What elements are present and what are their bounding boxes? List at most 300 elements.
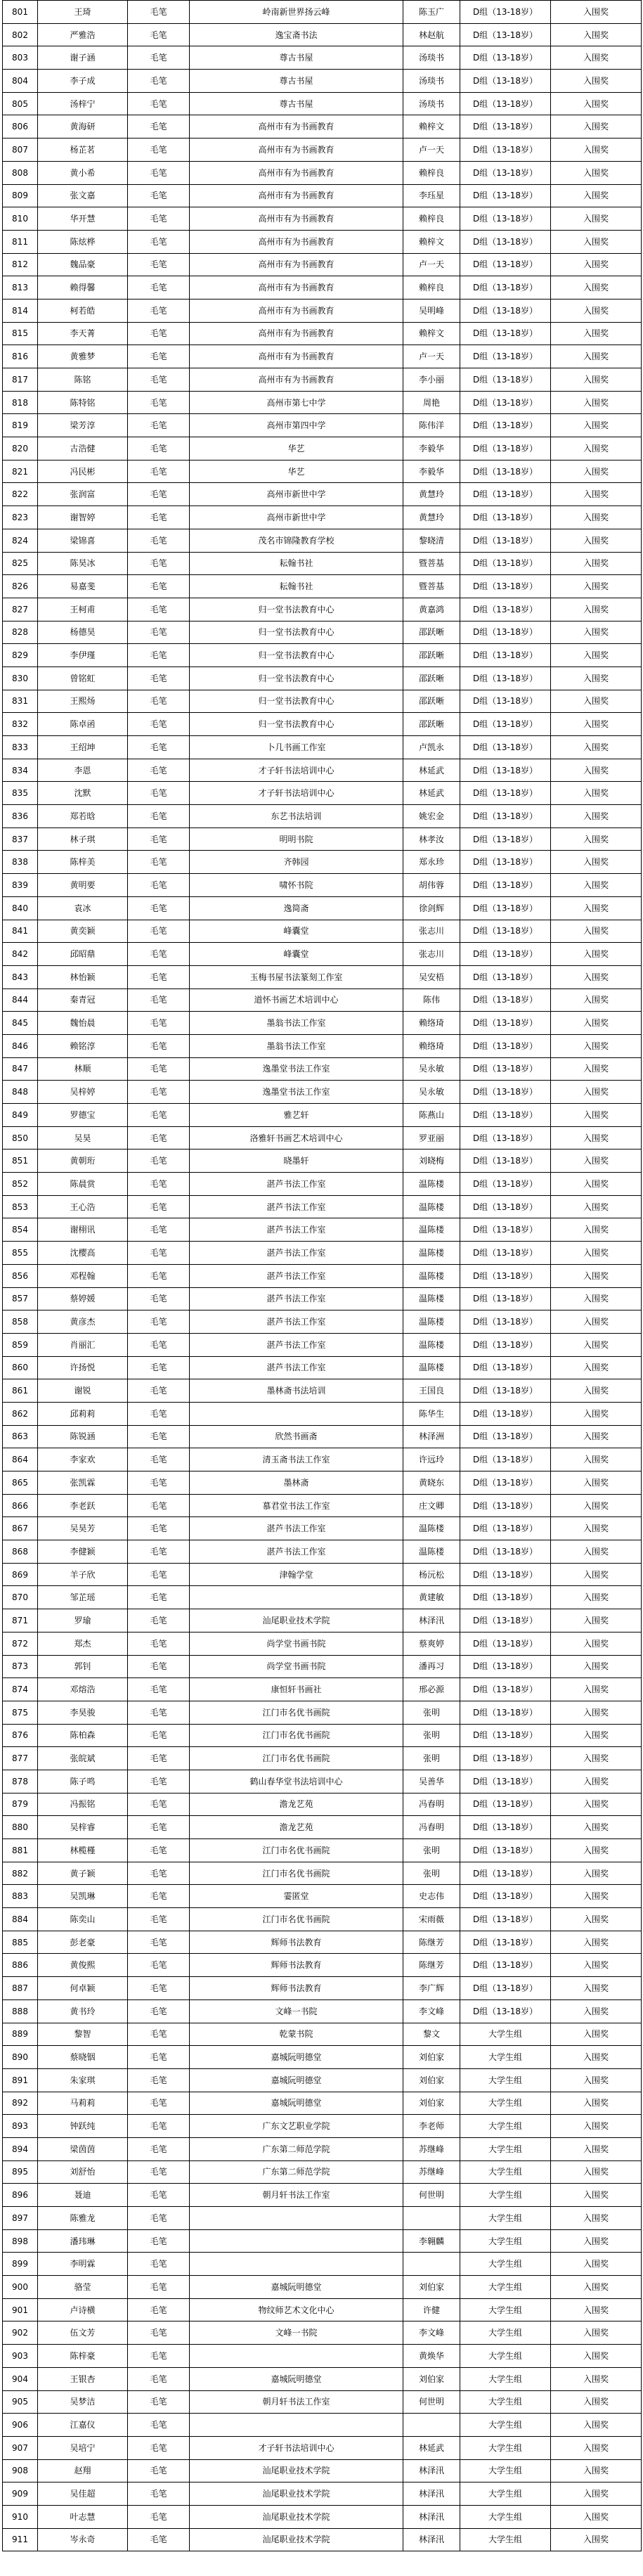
category-cell: 毛笔 xyxy=(128,920,190,943)
student-name-cell: 邓程翰 xyxy=(38,1264,128,1287)
institution-cell: 江门市名优书画院 xyxy=(190,1724,403,1747)
category-cell: 毛笔 xyxy=(128,1471,190,1495)
teacher-cell: 何世明 xyxy=(403,2184,460,2207)
category-cell: 毛笔 xyxy=(128,2207,190,2230)
entry-number-cell: 873 xyxy=(3,1655,38,1678)
table-row xyxy=(3,1678,642,1701)
teacher-cell xyxy=(403,2253,460,2276)
teacher-cell: 温陈楼 xyxy=(403,1540,460,1564)
entry-number-cell: 820 xyxy=(3,437,38,461)
award-cell: 入围奖 xyxy=(551,2023,642,2046)
table-row xyxy=(3,2068,642,2092)
entry-number-cell: 828 xyxy=(3,621,38,644)
student-name-cell: 黄小希 xyxy=(38,161,128,184)
table-row xyxy=(3,1701,642,1724)
teacher-cell: 汤琰书 xyxy=(403,92,460,115)
award-cell: 入围奖 xyxy=(551,1632,642,1655)
table-row xyxy=(3,253,642,276)
award-cell: 入围奖 xyxy=(551,1517,642,1540)
teacher-cell: 许远玲 xyxy=(403,1448,460,1471)
entry-number-cell: 893 xyxy=(3,2115,38,2138)
table-row xyxy=(3,782,642,805)
category-cell: 毛笔 xyxy=(128,1149,190,1173)
award-cell: 入围奖 xyxy=(551,1242,642,1265)
institution-cell: 墨林斋书法培训 xyxy=(190,1379,403,1403)
entry-number-cell: 902 xyxy=(3,2321,38,2345)
category-cell: 毛笔 xyxy=(128,1333,190,1356)
category-cell: 毛笔 xyxy=(128,1977,190,2000)
category-cell: 毛笔 xyxy=(128,161,190,184)
student-name-cell: 朱家琪 xyxy=(38,2068,128,2092)
teacher-cell: 温陈楼 xyxy=(403,1287,460,1310)
table-row xyxy=(3,437,642,461)
institution-cell: 湛芦书法工作室 xyxy=(190,1173,403,1196)
award-cell: 入围奖 xyxy=(551,253,642,276)
award-cell: 入围奖 xyxy=(551,805,642,828)
teacher-cell: 卢凯永 xyxy=(403,736,460,759)
teacher-cell: 黄嘉鸿 xyxy=(403,598,460,621)
teacher-cell: 王国良 xyxy=(403,1379,460,1403)
entry-number-cell: 840 xyxy=(3,896,38,920)
entry-number-cell: 909 xyxy=(3,2482,38,2506)
table-row xyxy=(3,1954,642,1977)
age-group-cell: 大学生组 xyxy=(460,2276,551,2299)
student-name-cell: 叶志慧 xyxy=(38,2505,128,2528)
institution-cell: 高州市有为书画教育 xyxy=(190,345,403,368)
teacher-cell: 邢必源 xyxy=(403,1678,460,1701)
award-cell: 入围奖 xyxy=(551,2253,642,2276)
award-cell: 入围奖 xyxy=(551,2184,642,2207)
institution-cell: 尊古书屋 xyxy=(190,70,403,93)
age-group-cell: 大学生组 xyxy=(460,2115,551,2138)
entry-number-cell: 868 xyxy=(3,1540,38,1564)
entry-number-cell: 830 xyxy=(3,666,38,690)
age-group-cell: D组（13-18岁） xyxy=(460,1724,551,1747)
entry-number-cell: 859 xyxy=(3,1333,38,1356)
award-cell: 入围奖 xyxy=(551,1999,642,2023)
award-cell: 入围奖 xyxy=(551,759,642,782)
table-row xyxy=(3,1793,642,1816)
age-group-cell: 大学生组 xyxy=(460,2068,551,2092)
student-name-cell: 黄海研 xyxy=(38,115,128,139)
age-group-cell: D组（13-18岁） xyxy=(460,1517,551,1540)
institution-cell: 高州市有为书画教育 xyxy=(190,253,403,276)
institution-cell: 耘翰书社 xyxy=(190,575,403,598)
institution-cell: 文峰一书院 xyxy=(190,2321,403,2345)
student-name-cell: 黄雅梦 xyxy=(38,345,128,368)
age-group-cell: D组（13-18岁） xyxy=(460,1333,551,1356)
student-name-cell: 华开慧 xyxy=(38,207,128,231)
institution-cell: 嘉城阮明德堂 xyxy=(190,2276,403,2299)
category-cell: 毛笔 xyxy=(128,1632,190,1655)
institution-cell: 高州市有为书画教育 xyxy=(190,299,403,322)
table-row xyxy=(3,1747,642,1770)
institution-cell: 归一堂书法教育中心 xyxy=(190,666,403,690)
teacher-cell: 陈继芳 xyxy=(403,1931,460,1954)
award-cell: 入围奖 xyxy=(551,965,642,988)
teacher-cell: 赖梓良 xyxy=(403,161,460,184)
entry-number-cell: 811 xyxy=(3,230,38,253)
entry-number-cell: 860 xyxy=(3,1356,38,1379)
award-table xyxy=(2,0,642,2551)
age-group-cell: D组（13-18岁） xyxy=(460,1012,551,1035)
student-name-cell: 陈炫桦 xyxy=(38,230,128,253)
award-cell: 入围奖 xyxy=(551,2229,642,2253)
age-group-cell: D组（13-18岁） xyxy=(460,736,551,759)
age-group-cell: 大学生组 xyxy=(460,2345,551,2368)
teacher-cell: 黄建敏 xyxy=(403,1586,460,1609)
institution-cell: 墨翁书法工作室 xyxy=(190,1034,403,1057)
category-cell: 毛笔 xyxy=(128,92,190,115)
award-cell: 入围奖 xyxy=(551,1218,642,1242)
age-group-cell: D组（13-18岁） xyxy=(460,1977,551,2000)
student-name-cell: 赵翔 xyxy=(38,2459,128,2482)
table-row xyxy=(3,965,642,988)
teacher-cell: 汤琰书 xyxy=(403,46,460,70)
award-cell: 入围奖 xyxy=(551,782,642,805)
award-cell: 入围奖 xyxy=(551,1678,642,1701)
entry-number-cell: 861 xyxy=(3,1379,38,1403)
entry-number-cell: 882 xyxy=(3,1862,38,1885)
category-cell: 毛笔 xyxy=(128,552,190,575)
award-cell: 入围奖 xyxy=(551,1104,642,1127)
institution-cell: 洛雅轩书画艺术培训中心 xyxy=(190,1126,403,1149)
institution-cell: 齐韩园 xyxy=(190,851,403,874)
institution-cell: 才子轩书法培训中心 xyxy=(190,2436,403,2459)
award-cell: 入围奖 xyxy=(551,483,642,506)
student-name-cell: 骆莹 xyxy=(38,2276,128,2299)
table-row xyxy=(3,666,642,690)
teacher-cell: 张志川 xyxy=(403,920,460,943)
age-group-cell: D组（13-18岁） xyxy=(460,1379,551,1403)
teacher-cell: 潘再习 xyxy=(403,1655,460,1678)
award-cell: 入围奖 xyxy=(551,230,642,253)
category-cell: 毛笔 xyxy=(128,2459,190,2482)
teacher-cell: 陈燕山 xyxy=(403,1104,460,1127)
teacher-cell: 吴安梧 xyxy=(403,965,460,988)
teacher-cell: 林延武 xyxy=(403,782,460,805)
category-cell: 毛笔 xyxy=(128,2505,190,2528)
award-cell: 入围奖 xyxy=(551,115,642,139)
award-cell: 入围奖 xyxy=(551,2207,642,2230)
student-name-cell: 王熙炀 xyxy=(38,690,128,713)
award-cell: 入围奖 xyxy=(551,161,642,184)
institution-cell: 高州市有为书画教育 xyxy=(190,207,403,231)
table-row xyxy=(3,736,642,759)
category-cell: 毛笔 xyxy=(128,2482,190,2506)
award-cell: 入围奖 xyxy=(551,2459,642,2482)
teacher-cell: 温陈楼 xyxy=(403,1218,460,1242)
category-cell: 毛笔 xyxy=(128,1999,190,2023)
institution-cell: 物纹师艺术文化中心 xyxy=(190,2298,403,2321)
institution-cell: 高州市有为书画教育 xyxy=(190,184,403,207)
age-group-cell: D组（13-18岁） xyxy=(460,460,551,483)
age-group-cell: D组（13-18岁） xyxy=(460,896,551,920)
teacher-cell: 林延武 xyxy=(403,2436,460,2459)
table-row xyxy=(3,2367,642,2390)
award-cell: 入围奖 xyxy=(551,2528,642,2551)
table-row xyxy=(3,1012,642,1035)
age-group-cell: 大学生组 xyxy=(460,2321,551,2345)
age-group-cell: D组（13-18岁） xyxy=(460,1173,551,1196)
student-name-cell: 何卓颖 xyxy=(38,1977,128,2000)
student-name-cell: 肖丽汇 xyxy=(38,1333,128,1356)
age-group-cell: D组（13-18岁） xyxy=(460,1402,551,1425)
age-group-cell: D组（13-18岁） xyxy=(460,1678,551,1701)
age-group-cell: D组（13-18岁） xyxy=(460,207,551,231)
table-row xyxy=(3,276,642,300)
age-group-cell: D组（13-18岁） xyxy=(460,644,551,667)
category-cell: 毛笔 xyxy=(128,184,190,207)
student-name-cell: 赖得馨 xyxy=(38,276,128,300)
table-row xyxy=(3,1081,642,1104)
age-group-cell: 大学生组 xyxy=(460,2298,551,2321)
table-row xyxy=(3,2321,642,2345)
student-name-cell: 陈晨赏 xyxy=(38,1173,128,1196)
entry-number-cell: 827 xyxy=(3,598,38,621)
category-cell: 毛笔 xyxy=(128,1862,190,1885)
entry-number-cell: 864 xyxy=(3,1448,38,1471)
category-cell: 毛笔 xyxy=(128,1402,190,1425)
institution-cell: 嘉城阮明德堂 xyxy=(190,2367,403,2390)
teacher-cell: 黄慧玲 xyxy=(403,506,460,529)
table-row xyxy=(3,529,642,552)
category-cell: 毛笔 xyxy=(128,1494,190,1517)
teacher-cell: 赖络琦 xyxy=(403,1034,460,1057)
entry-number-cell: 851 xyxy=(3,1149,38,1173)
institution-cell: 嘉城阮明德堂 xyxy=(190,2068,403,2092)
age-group-cell: D组（13-18岁） xyxy=(460,874,551,897)
award-cell: 入围奖 xyxy=(551,1563,642,1586)
student-name-cell: 李健颖 xyxy=(38,1540,128,1564)
table-row xyxy=(3,1655,642,1678)
table-row xyxy=(3,552,642,575)
institution-cell xyxy=(190,2207,403,2230)
entry-number-cell: 899 xyxy=(3,2253,38,2276)
student-name-cell: 郭钊 xyxy=(38,1655,128,1678)
entry-number-cell: 889 xyxy=(3,2023,38,2046)
table-row xyxy=(3,1586,642,1609)
category-cell: 毛笔 xyxy=(128,506,190,529)
award-cell: 入围奖 xyxy=(551,506,642,529)
student-name-cell: 王柯甫 xyxy=(38,598,128,621)
table-row xyxy=(3,2253,642,2276)
teacher-cell: 郑永珍 xyxy=(403,851,460,874)
award-cell: 入围奖 xyxy=(551,1,642,24)
entry-number-cell: 819 xyxy=(3,414,38,437)
award-cell: 入围奖 xyxy=(551,1494,642,1517)
award-cell: 入围奖 xyxy=(551,1333,642,1356)
institution-cell: 归一堂书法教育中心 xyxy=(190,690,403,713)
table-row xyxy=(3,2092,642,2115)
age-group-cell: D组（13-18岁） xyxy=(460,1310,551,1334)
teacher-cell: 陈玉广 xyxy=(403,1,460,24)
award-cell: 入围奖 xyxy=(551,70,642,93)
entry-number-cell: 897 xyxy=(3,2207,38,2230)
institution-cell: 高州市有为书画教育 xyxy=(190,230,403,253)
category-cell: 毛笔 xyxy=(128,965,190,988)
award-cell: 入围奖 xyxy=(551,1908,642,1931)
entry-number-cell: 805 xyxy=(3,92,38,115)
student-name-cell: 邓熔浩 xyxy=(38,1678,128,1701)
table-row xyxy=(3,161,642,184)
entry-number-cell: 843 xyxy=(3,965,38,988)
student-name-cell: 陈梓豪 xyxy=(38,2345,128,2368)
teacher-cell: 温陈楼 xyxy=(403,1356,460,1379)
teacher-cell: 李文峰 xyxy=(403,1999,460,2023)
teacher-cell: 邵跃晰 xyxy=(403,644,460,667)
entry-number-cell: 825 xyxy=(3,552,38,575)
institution-cell: 峰囊堂 xyxy=(190,920,403,943)
institution-cell: 湛芦书法工作室 xyxy=(190,1242,403,1265)
award-cell: 入围奖 xyxy=(551,1012,642,1035)
age-group-cell: D组（13-18岁） xyxy=(460,1126,551,1149)
institution-cell: 嘉城阮明德堂 xyxy=(190,2046,403,2069)
entry-number-cell: 887 xyxy=(3,1977,38,2000)
entry-number-cell: 846 xyxy=(3,1034,38,1057)
award-cell: 入围奖 xyxy=(551,460,642,483)
teacher-cell: 黄晓东 xyxy=(403,1471,460,1495)
table-row xyxy=(3,70,642,93)
institution-cell: 尚学堂书画书院 xyxy=(190,1655,403,1678)
entry-number-cell: 892 xyxy=(3,2092,38,2115)
table-row xyxy=(3,1999,642,2023)
category-cell: 毛笔 xyxy=(128,1724,190,1747)
table-row xyxy=(3,2436,642,2459)
entry-number-cell: 812 xyxy=(3,253,38,276)
entry-number-cell: 841 xyxy=(3,920,38,943)
institution-cell: 高州市有为书画教育 xyxy=(190,368,403,392)
student-name-cell: 古浩健 xyxy=(38,437,128,461)
category-cell: 毛笔 xyxy=(128,1,190,24)
category-cell: 毛笔 xyxy=(128,2436,190,2459)
institution-cell: 高州市有为书画教育 xyxy=(190,139,403,162)
teacher-cell: 吴善华 xyxy=(403,1770,460,1793)
age-group-cell: D组（13-18岁） xyxy=(460,575,551,598)
category-cell: 毛笔 xyxy=(128,1563,190,1586)
award-cell: 入围奖 xyxy=(551,2436,642,2459)
table-row xyxy=(3,1494,642,1517)
entry-number-cell: 808 xyxy=(3,161,38,184)
student-name-cell: 林怡颖 xyxy=(38,965,128,988)
entry-number-cell: 874 xyxy=(3,1678,38,1701)
student-name-cell: 陈锐涵 xyxy=(38,1425,128,1448)
award-cell: 入围奖 xyxy=(551,1448,642,1471)
table-row xyxy=(3,1218,642,1242)
category-cell: 毛笔 xyxy=(128,2367,190,2390)
teacher-cell: 李广辉 xyxy=(403,1977,460,2000)
category-cell: 毛笔 xyxy=(128,391,190,414)
entry-number-cell: 901 xyxy=(3,2298,38,2321)
student-name-cell: 梁茵茵 xyxy=(38,2137,128,2160)
teacher-cell: 李翱麟 xyxy=(403,2229,460,2253)
age-group-cell: D组（13-18岁） xyxy=(460,1149,551,1173)
category-cell: 毛笔 xyxy=(128,1012,190,1035)
award-cell: 入围奖 xyxy=(551,529,642,552)
institution-cell: 墨翁书法工作室 xyxy=(190,1012,403,1035)
category-cell: 毛笔 xyxy=(128,2184,190,2207)
teacher-cell: 李毅华 xyxy=(403,437,460,461)
table-row xyxy=(3,1471,642,1495)
student-name-cell: 吴昊芳 xyxy=(38,1517,128,1540)
entry-number-cell: 849 xyxy=(3,1104,38,1127)
institution-cell: 高州市有为书画教育 xyxy=(190,161,403,184)
student-name-cell: 陈奕山 xyxy=(38,1908,128,1931)
entry-number-cell: 848 xyxy=(3,1081,38,1104)
student-name-cell: 谢栩讯 xyxy=(38,1218,128,1242)
entry-number-cell: 838 xyxy=(3,851,38,874)
student-name-cell: 李伊瑾 xyxy=(38,644,128,667)
category-cell: 毛笔 xyxy=(128,1885,190,1908)
category-cell: 毛笔 xyxy=(128,345,190,368)
student-name-cell: 张凯霖 xyxy=(38,1471,128,1495)
category-cell: 毛笔 xyxy=(128,2046,190,2069)
age-group-cell: D组（13-18岁） xyxy=(460,920,551,943)
entry-number-cell: 813 xyxy=(3,276,38,300)
student-name-cell: 陈柏森 xyxy=(38,1724,128,1747)
age-group-cell: 大学生组 xyxy=(460,2137,551,2160)
teacher-cell: 暨菩基 xyxy=(403,575,460,598)
institution-cell: 高州市第四中学 xyxy=(190,414,403,437)
teacher-cell: 刘伯家 xyxy=(403,2367,460,2390)
award-cell: 入围奖 xyxy=(551,575,642,598)
age-group-cell: D组（13-18岁） xyxy=(460,713,551,736)
award-cell: 入围奖 xyxy=(551,139,642,162)
teacher-cell: 卢一天 xyxy=(403,253,460,276)
award-cell: 入围奖 xyxy=(551,1471,642,1495)
table-row xyxy=(3,345,642,368)
entry-number-cell: 885 xyxy=(3,1931,38,1954)
table-row xyxy=(3,1126,642,1149)
category-cell: 毛笔 xyxy=(128,529,190,552)
institution-cell: 湛芦书法工作室 xyxy=(190,1287,403,1310)
table-row xyxy=(3,2345,642,2368)
entry-number-cell: 852 xyxy=(3,1173,38,1196)
teacher-cell: 温陈楼 xyxy=(403,1333,460,1356)
student-name-cell: 陈铭 xyxy=(38,368,128,392)
entry-number-cell: 898 xyxy=(3,2229,38,2253)
age-group-cell: 大学生组 xyxy=(460,2528,551,2551)
age-group-cell: D组（13-18岁） xyxy=(460,529,551,552)
student-name-cell: 陈子鸣 xyxy=(38,1770,128,1793)
table-row xyxy=(3,483,642,506)
student-name-cell: 谢子涵 xyxy=(38,46,128,70)
student-name-cell: 彭老豪 xyxy=(38,1931,128,1954)
entry-number-cell: 845 xyxy=(3,1012,38,1035)
award-cell: 入围奖 xyxy=(551,1747,642,1770)
award-cell: 入围奖 xyxy=(551,1540,642,1564)
table-row xyxy=(3,139,642,162)
age-group-cell: D组（13-18岁） xyxy=(460,1218,551,1242)
teacher-cell xyxy=(403,2207,460,2230)
student-name-cell: 李老跃 xyxy=(38,1494,128,1517)
category-cell: 毛笔 xyxy=(128,896,190,920)
institution-cell: 高州市新世中学 xyxy=(190,483,403,506)
table-row xyxy=(3,460,642,483)
entry-number-cell: 855 xyxy=(3,1242,38,1265)
institution-cell xyxy=(190,1402,403,1425)
age-group-cell: D组（13-18岁） xyxy=(460,1563,551,1586)
table-row xyxy=(3,690,642,713)
teacher-cell: 张明 xyxy=(403,1747,460,1770)
category-cell: 毛笔 xyxy=(128,1609,190,1632)
institution-cell: 逸简斋 xyxy=(190,896,403,920)
institution-cell: 墨林斋 xyxy=(190,1471,403,1495)
category-cell: 毛笔 xyxy=(128,851,190,874)
age-group-cell: D组（13-18岁） xyxy=(460,437,551,461)
category-cell: 毛笔 xyxy=(128,2298,190,2321)
student-name-cell: 罗德宝 xyxy=(38,1104,128,1127)
